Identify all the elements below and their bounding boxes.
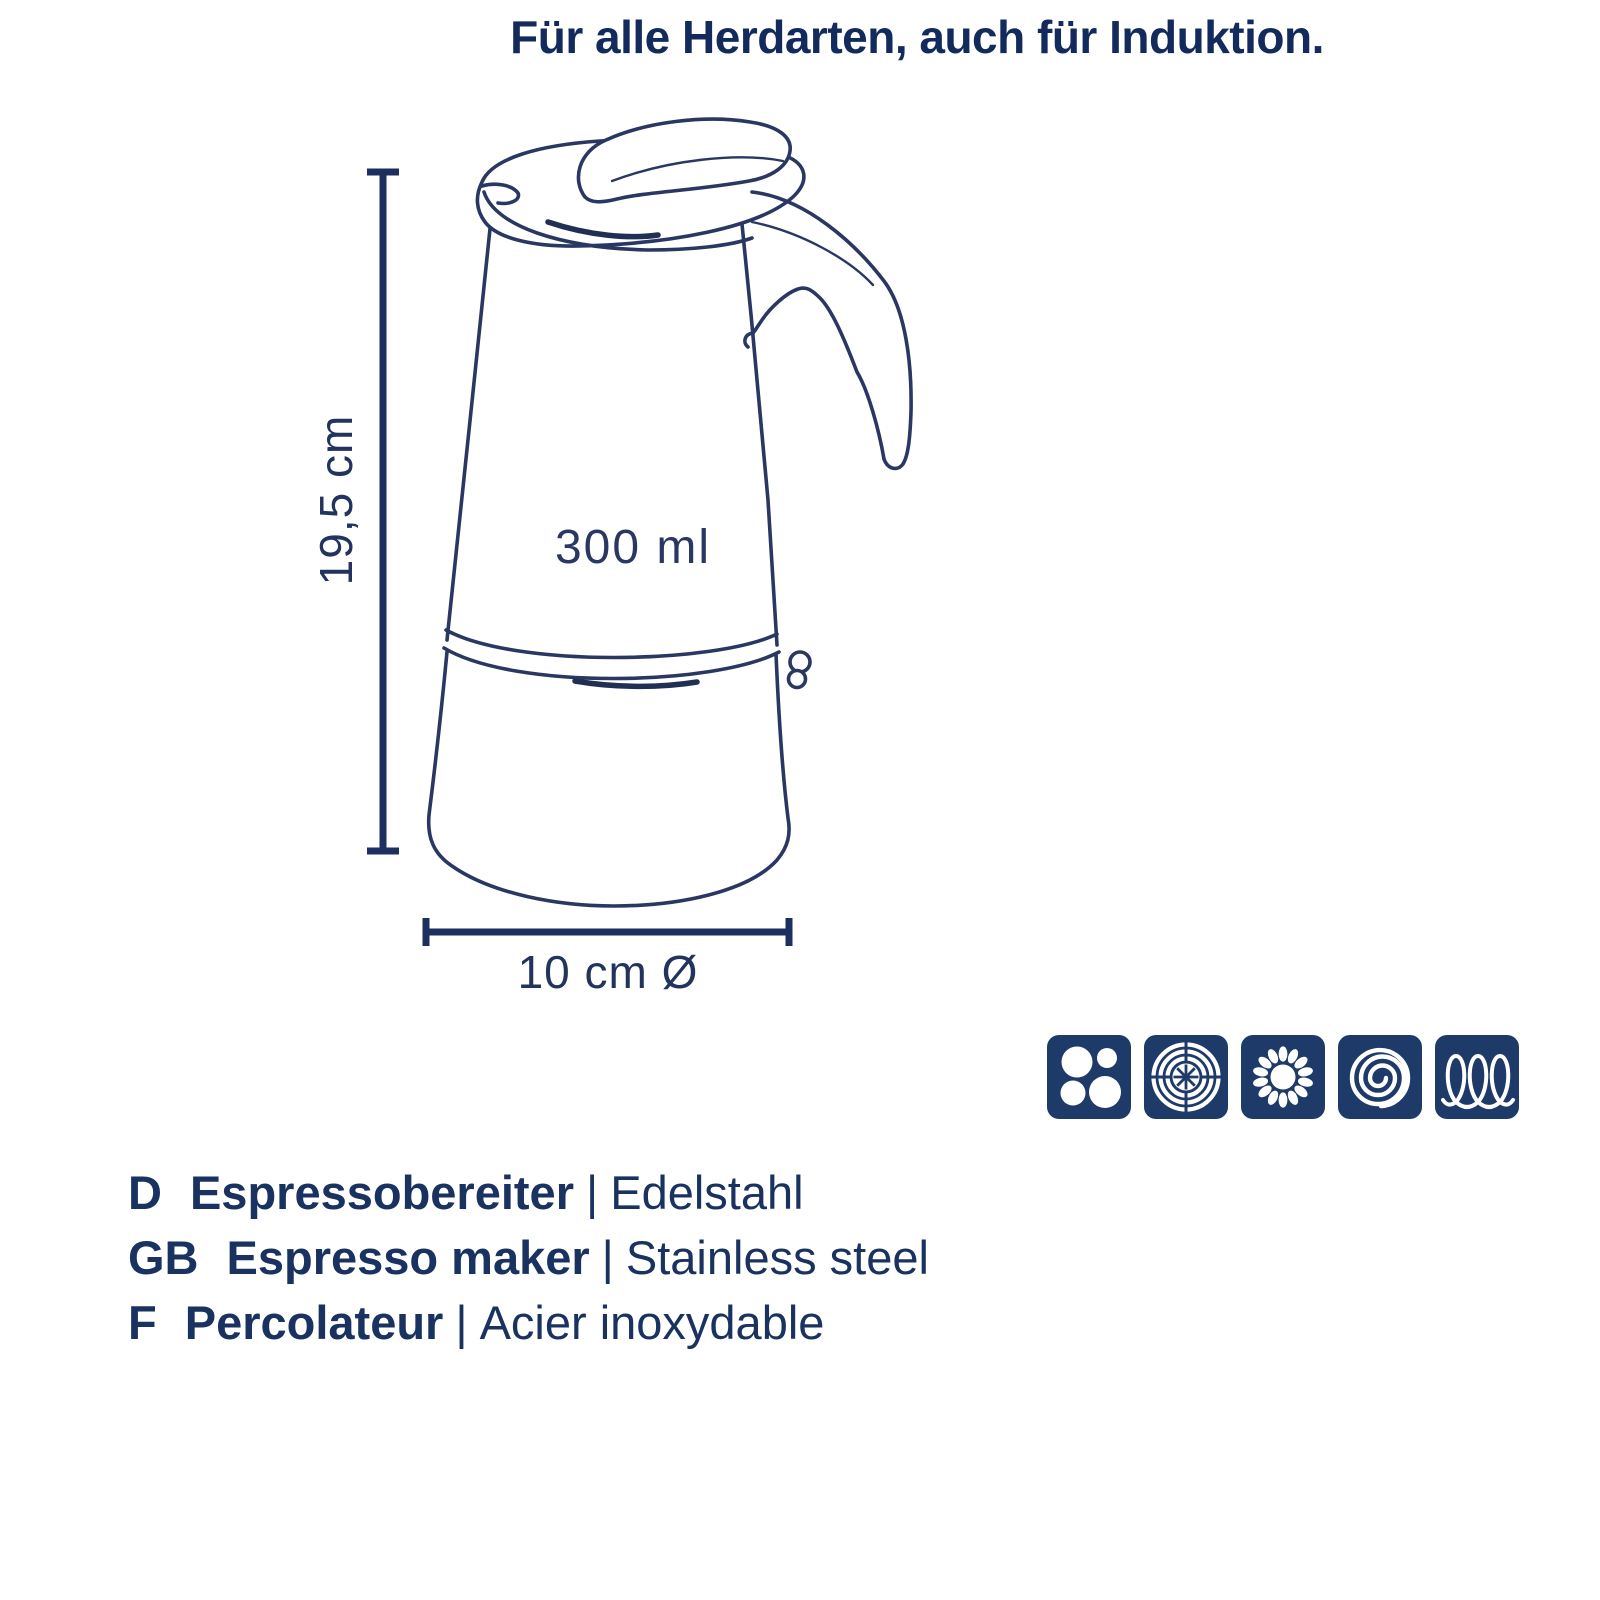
halogen-stove-icon <box>1241 1035 1325 1119</box>
separator: | <box>601 1231 614 1284</box>
language-code: GB <box>128 1231 199 1284</box>
pot-handle-accent <box>752 222 873 285</box>
product-line-gb <box>128 1225 929 1290</box>
pot-joint-shade <box>575 681 697 686</box>
product-material: Acier inoxydable <box>479 1296 825 1349</box>
product-name: Percolateur <box>184 1296 444 1349</box>
product-line-fr <box>128 1290 929 1355</box>
language-code: D <box>128 1166 162 1219</box>
separator: | <box>586 1166 599 1219</box>
product-name: Espressobereiter <box>189 1166 574 1219</box>
pot-joint-band-top <box>446 630 777 658</box>
moka-pot-drawing <box>429 119 911 906</box>
height-label: 19,5 cm <box>310 414 362 586</box>
pot-body-right-edge <box>740 204 777 645</box>
height-dimension-line <box>367 172 399 851</box>
induction-stove-icon <box>1435 1035 1519 1119</box>
glass-ceramic-stove-icon <box>1338 1035 1422 1119</box>
product-descriptions <box>128 1160 929 1355</box>
diameter-dimension-line <box>426 918 789 946</box>
pot-body-left-edge <box>447 200 493 640</box>
pot-handle-inner <box>753 288 884 459</box>
electric-stove-icon <box>1047 1035 1131 1119</box>
pot-base <box>429 652 789 906</box>
hob-compatibility-icons <box>1047 1035 1519 1119</box>
product-name: Espresso maker <box>226 1231 590 1284</box>
espresso-maker-diagram <box>300 105 1020 1015</box>
capacity-label: 300 ml <box>554 521 712 574</box>
product-material: Stainless steel <box>625 1231 929 1284</box>
separator: | <box>455 1296 468 1349</box>
page-title: Für alle Herdarten, auch für Induktion. <box>510 11 1324 63</box>
pot-joint-band-bottom <box>444 648 779 679</box>
product-material: Edelstahl <box>610 1166 804 1219</box>
product-line-de <box>128 1160 929 1225</box>
safety-valve <box>789 652 811 688</box>
gas-stove-icon <box>1144 1035 1228 1119</box>
diameter-label: 10 cm Ø <box>517 946 699 998</box>
pot-handle-outer <box>752 192 911 468</box>
language-code: F <box>128 1296 157 1349</box>
